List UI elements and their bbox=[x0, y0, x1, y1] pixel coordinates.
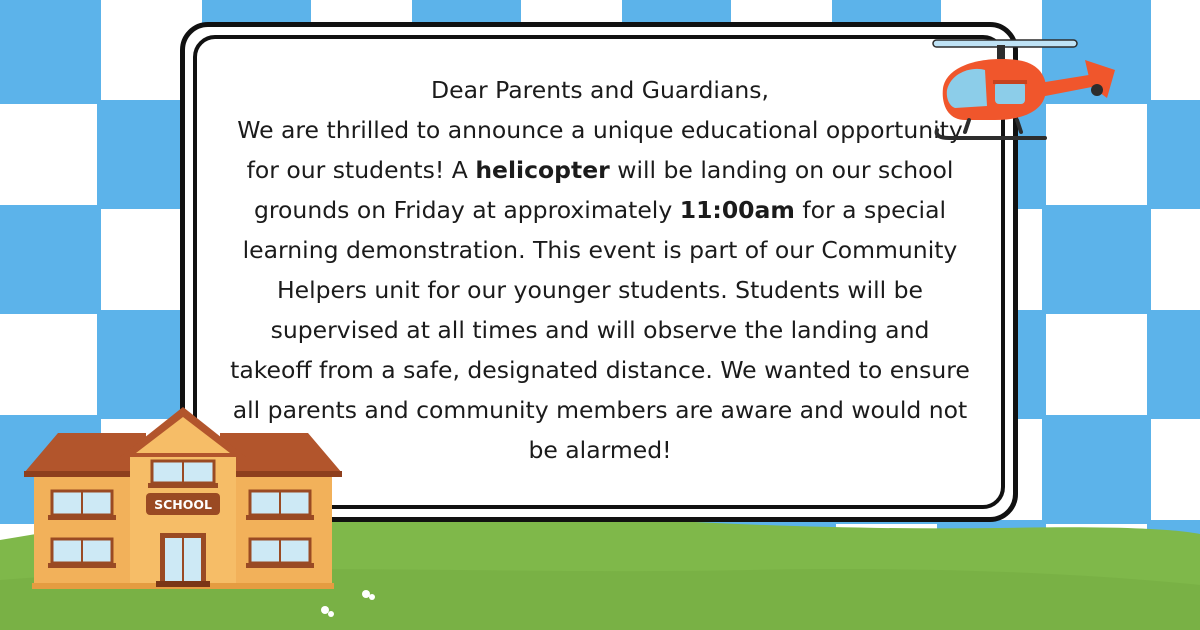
checker-square bbox=[1147, 310, 1200, 419]
helicopter-icon bbox=[925, 36, 1120, 144]
checker-square bbox=[0, 0, 101, 104]
letter-greeting: Dear Parents and Guardians, bbox=[431, 76, 769, 104]
checker-square bbox=[1042, 415, 1151, 524]
letter-body-part-1: We are thrilled to announce a unique educational opportunity for our students! A bbox=[237, 116, 963, 184]
letter-highlight-time: 11:00am bbox=[679, 196, 795, 224]
checker-square bbox=[1147, 100, 1200, 209]
checker-square bbox=[1042, 205, 1151, 314]
letter-body-part-3: for a special learning demonstration. This event is part of our Community Helpers unit for our younger students. Students will be supervised at all times and will observe the landing and takeoff from a safe, designated distance. We wanted to ensure all parents and community members are aware and would not be alarmed! bbox=[230, 196, 970, 464]
letter-highlight-helicopter: helicopter bbox=[475, 156, 610, 184]
school-building-icon bbox=[18, 405, 348, 595]
school-sign: SCHOOL bbox=[154, 497, 212, 512]
letter-body-part-2: will be landing on our school grounds on Friday at approximately bbox=[253, 156, 954, 224]
checker-square bbox=[0, 205, 101, 314]
